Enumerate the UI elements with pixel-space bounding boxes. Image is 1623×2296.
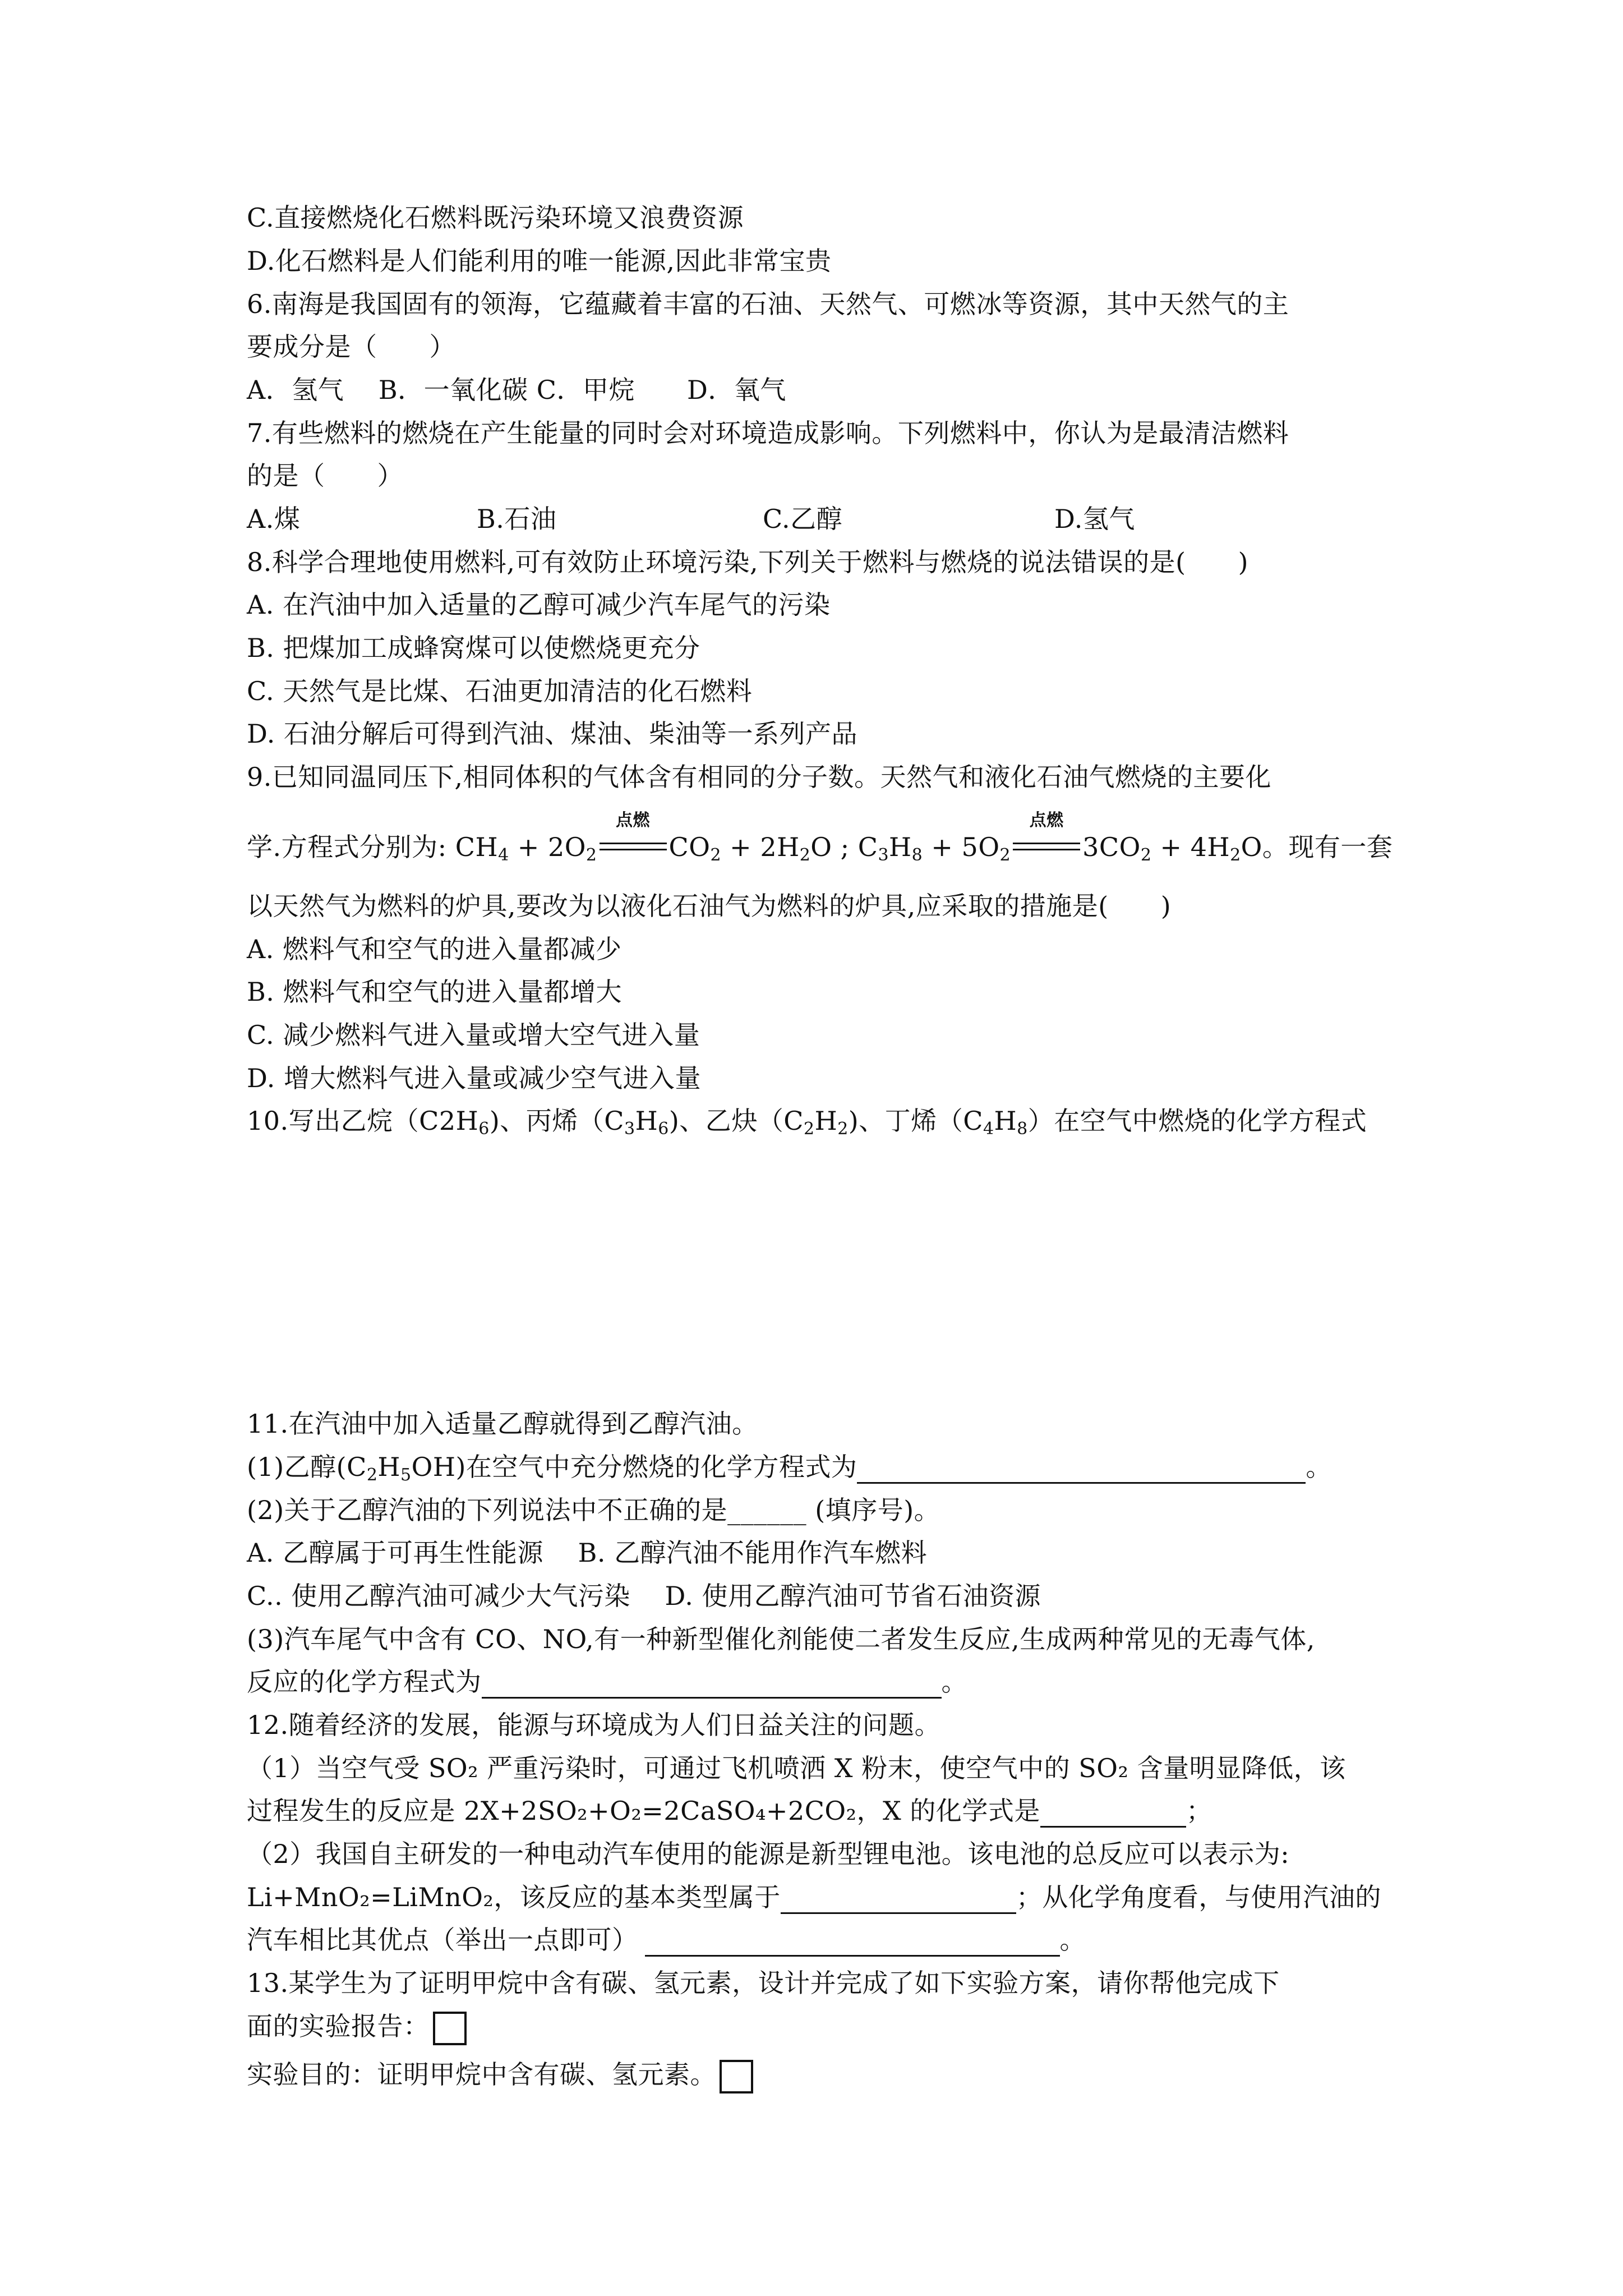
question-9-equation: 学.方程式分别为: $CH_4 + 2O_2$ 点燃 $CO_2 + 2H_2O$ ; $C_3H_8 + 5O_2$ 点燃 $3CO_2 + 4H_2O$。现有一套: [247, 811, 1393, 865]
equation-prefix: 学.方程式分别为: CH: [247, 832, 499, 862]
q11-1-prefix: (1)乙醇(C: [247, 1452, 367, 1482]
question-13-purpose: [247, 2058, 753, 2093]
q12-1-line2-end: ；: [1186, 1796, 1212, 1826]
q12-2-line3: 汽车相比其优点（举出一点即可）: [247, 1925, 638, 1955]
question-12-part-1-cont: [247, 1794, 1212, 1828]
q10-tail: ）在空气中燃烧的化学方程式: [1027, 1106, 1367, 1136]
answer-box[interactable]: [433, 2012, 467, 2045]
question-9-option-b: B. 燃料气和空气的进入量都增大: [247, 977, 623, 1007]
answer-blank[interactable]: [857, 1454, 1306, 1484]
question-9-option-d: D. 增大燃料气进入量或减少空气进入量: [247, 1063, 701, 1093]
question-11-part-2: (2)关于乙醇汽油的下列说法中不正确的是______ (填序号)。: [247, 1495, 940, 1525]
q12-2-line2: Li+MnO₂=LiMnO₂，该反应的基本类型属于: [247, 1882, 781, 1912]
answer-box[interactable]: [720, 2060, 753, 2093]
answer-blank[interactable]: [645, 1927, 1060, 1957]
question-11-part-1: (1)乙醇$(C_2H_5OH)$在空气中充分燃烧的化学方程式为 。: [247, 1452, 1332, 1485]
q13-line3: 实验目的：证明甲烷中含有碳、氢元素。: [247, 2059, 716, 2090]
question-8-option-d: D. 石油分解后可得到汽油、煤油、柴油等一系列产品: [247, 719, 857, 749]
q11-1-end: 。: [1306, 1452, 1332, 1482]
question-13-stem: 13.某学生为了证明甲烷中含有碳、氢元素，设计并完成了如下实验方案，请你帮他完成下: [247, 1968, 1280, 1998]
question-11-stem: 11.在汽油中加入适量乙醇就得到乙醇汽油。: [247, 1409, 758, 1439]
question-9-stem-cont: 以天然气为燃料的炉具,要改为以液化石油气为燃料的炉具,应采取的措施是( ): [247, 891, 1172, 921]
answer-blank[interactable]: [781, 1884, 1016, 1914]
question-6-stem: 6.南海是我国固有的领海，它蕴藏着丰富的石油、天然气、可燃冰等资源，其中天然气的主: [247, 289, 1289, 319]
condition-label: 点燃: [616, 811, 651, 830]
question-9-option-c: C. 减少燃料气进入量或增大空气进入量: [247, 1020, 700, 1050]
option-d-text: D.化石燃料是人们能利用的唯一能源,因此非常宝贵: [247, 246, 832, 276]
answer-blank[interactable]: [482, 1669, 942, 1699]
question-12-stem: 12.随着经济的发展，能源与环境成为人们日益关注的问题。: [247, 1710, 941, 1740]
question-7-option-c: C.乙醇: [763, 504, 843, 534]
q12-2-line2-mid: ；从化学角度看，与使用汽油的: [1016, 1882, 1381, 1912]
question-8-option-c: C. 天然气是比煤、石油更加清洁的化石燃料: [247, 676, 753, 706]
q11-1-mid: OH)在空气中充分燃烧的化学方程式为: [411, 1452, 857, 1482]
question-8-option-b: B. 把煤加工成蜂窝煤可以使燃烧更充分: [247, 633, 700, 663]
question-7-stem: 7.有些燃料的燃烧在产生能量的同时会对环境造成影响。下列燃料中，你认为是最清洁燃料: [247, 418, 1289, 448]
question-8-option-a: A. 在汽油中加入适量的乙醇可减少汽车尾气的污染: [247, 590, 831, 620]
q11-3-end: 。: [941, 1667, 967, 1697]
question-9-stem: 9.已知同温同压下,相同体积的气体含有相同的分子数。天然气和液化石油气燃烧的主要化: [247, 762, 1272, 792]
equation-suffix: 。现有一套: [1262, 832, 1393, 862]
question-7-stem-cont: 的是（ ）: [247, 461, 403, 491]
question-7-option-d: D.氢气: [1054, 504, 1135, 534]
q12-1-line2: 过程发生的反应是 2X+2SO₂+O₂=2CaSO₄+2CO₂，X 的化学式是: [247, 1796, 1040, 1826]
q11-3-prefix: 反应的化学方程式为: [247, 1667, 482, 1697]
question-10-stem: 10.写出乙烷$(C2H_6)$、丙烯$(C_3H_6)$、乙炔$(C_2H_2)$、丁烯$(C_4H_8)$在空气中燃烧的化学方程式: [247, 1106, 1367, 1139]
question-6-stem-cont: 要成分是（ ）: [247, 332, 455, 362]
question-7-option-a: A.煤: [247, 504, 301, 534]
question-12-part-2-cont: [247, 1880, 1381, 1914]
reaction-condition-ignite: [600, 811, 667, 864]
question-12-part-2-cont2: [247, 1923, 1086, 1957]
question-11-part-3: (3)汽车尾气中含有 CO、NO,有一种新型催化剂能使二者发生反应,生成两种常见的无毒气体,: [247, 1624, 1315, 1654]
question-12-part-2: （2）我国自主研发的一种电动汽车使用的能源是新型锂电池。该电池的总反应可以表示为:: [247, 1839, 1290, 1869]
question-7-option-b: B.石油: [477, 504, 557, 534]
q10-prefix: 10.写出乙烷（C: [247, 1106, 439, 1136]
question-8-stem: 8.科学合理地使用燃料,可有效防止环境污染,下列关于燃料与燃烧的说法错误的是( ): [247, 547, 1249, 577]
q13-line2: 面的实验报告：: [247, 2011, 430, 2041]
question-11-part-3-cont: [247, 1665, 967, 1699]
question-13-stem-cont: [247, 2009, 467, 2045]
question-11-options-cd: C.. 使用乙醇汽油可减少大气污染 D. 使用乙醇汽油可节省石油资源: [247, 1581, 1041, 1611]
condition-label: 点燃: [1029, 811, 1064, 830]
question-6-options: A．氢气 B．一氧化碳 C．甲烷 D．氧气: [247, 375, 786, 405]
q12-2-line3-end: 。: [1059, 1925, 1086, 1955]
answer-blank[interactable]: [1040, 1798, 1186, 1828]
question-11-options-ab: A. 乙醇属于可再生性能源 B. 乙醇汽油不能用作汽车燃料: [247, 1538, 928, 1568]
question-12-part-1: （1）当空气受 SO₂ 严重污染时，可通过飞机喷洒 X 粉末，使空气中的 SO₂ 含量明显降低，该: [247, 1753, 1346, 1783]
option-c-text: C.直接燃烧化石燃料既污染环境又浪费资源: [247, 203, 744, 233]
reaction-condition-ignite: [1013, 811, 1080, 864]
question-9-option-a: A. 燃料气和空气的进入量都减少: [247, 934, 622, 964]
